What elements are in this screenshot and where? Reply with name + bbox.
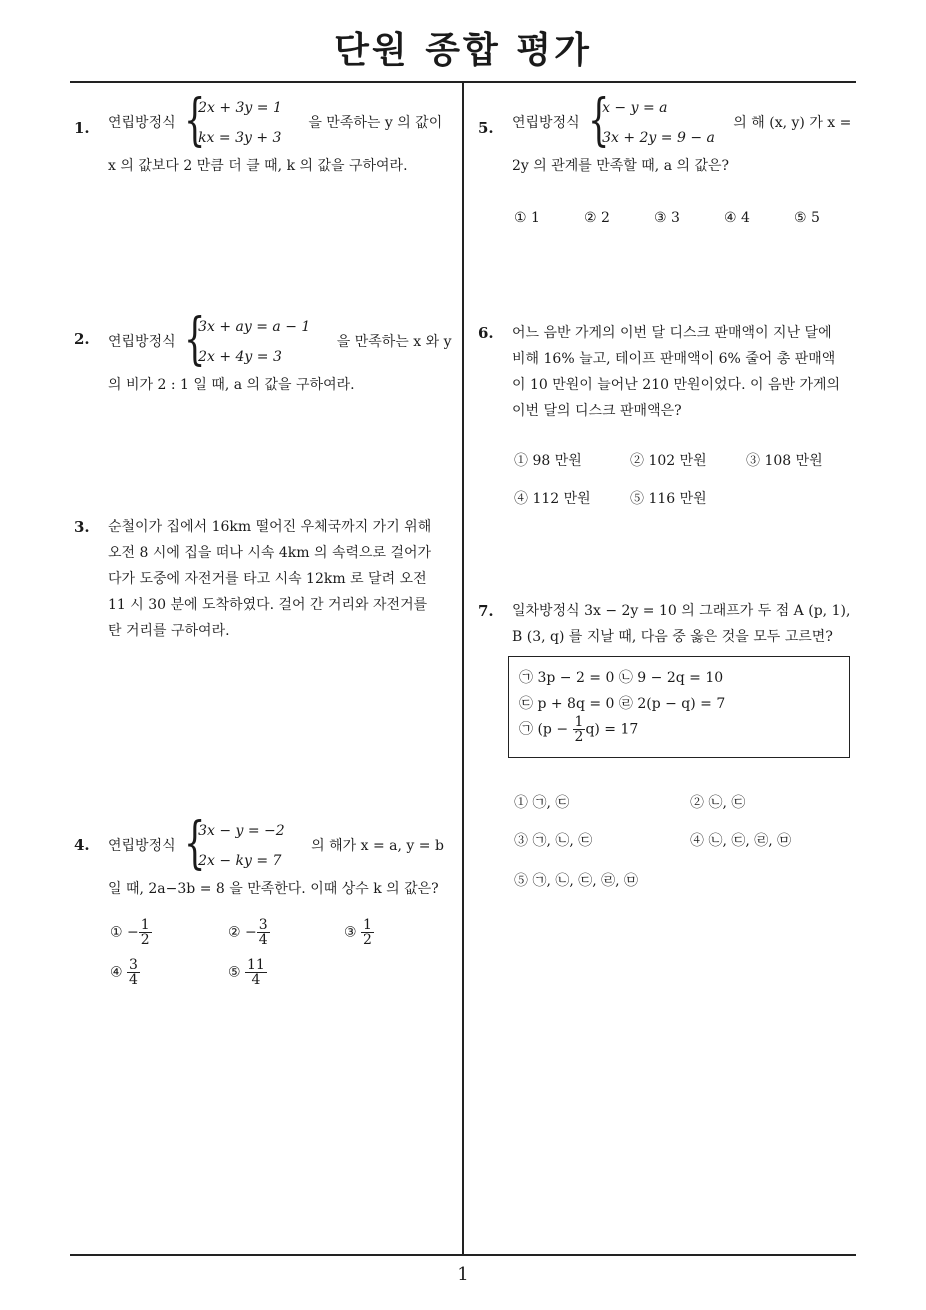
question-text: 오전 8 시에 집을 떠나 시속 4km 의 속력으로 걸어가 xyxy=(108,545,432,561)
question-3 xyxy=(74,514,458,644)
choice-option[interactable]: ① 1 xyxy=(514,210,540,226)
fraction xyxy=(573,715,586,744)
choice-mark: ③ xyxy=(344,924,357,941)
choice-option[interactable]: ③ ㉠, ㉡, ㉢ xyxy=(514,833,593,849)
denominator: 4 xyxy=(129,972,138,988)
numerator: 3 xyxy=(258,917,268,933)
question-text: 이번 달의 디스크 판매액은? xyxy=(512,403,682,419)
question-text: 비해 16% 늘고, 테이프 판매액이 6% 줄어 총 판매액 xyxy=(512,351,836,367)
denominator: 4 xyxy=(251,972,261,988)
choice-option[interactable]: ② ㉡, ㉢ xyxy=(690,795,746,811)
equation-system xyxy=(184,88,282,153)
question-number: 2. xyxy=(74,330,90,348)
equation: 3x + ay = a − 1 xyxy=(198,319,311,335)
equation: kx = 3y + 3 xyxy=(198,130,282,146)
fraction xyxy=(361,918,374,947)
condition-box xyxy=(508,656,850,758)
choice-option[interactable]: ⑤ 5 xyxy=(794,210,820,226)
numerator: 11 xyxy=(247,957,265,973)
page-title: 단원 종합 평가 xyxy=(334,30,592,71)
condition-text: ㉠ (p − xyxy=(519,721,569,738)
question-number: 6. xyxy=(478,324,494,342)
choice-sign: − xyxy=(127,924,139,941)
fraction xyxy=(245,958,267,987)
brace-icon: { xyxy=(184,811,206,876)
question-text: 일차방정식 3x − 2y = 10 의 그래프가 두 점 A (p, 1), xyxy=(512,603,851,619)
choice-option[interactable]: ② 2 xyxy=(584,210,610,226)
fraction xyxy=(127,958,140,987)
brace-icon: { xyxy=(184,88,206,153)
question-text: 을 만족하는 x 와 y xyxy=(336,334,452,350)
equation: x − y = a xyxy=(602,100,668,116)
choice-mark: ⑤ xyxy=(228,964,241,981)
equation-system xyxy=(184,307,311,372)
fraction xyxy=(139,918,152,947)
page-number: 1 xyxy=(457,1264,469,1285)
question-text: 어느 음반 가게의 이번 달 디스크 판매액이 지난 달에 xyxy=(512,325,832,341)
choice-option[interactable] xyxy=(228,918,270,947)
choice-option[interactable]: ① 98 만원 xyxy=(514,453,582,469)
condition-line xyxy=(519,715,638,744)
question-number: 1. xyxy=(74,119,90,137)
choice-option[interactable]: ⑤ ㉠, ㉡, ㉢, ㉣, ㉤ xyxy=(514,873,639,889)
choice-mark: ① xyxy=(110,924,123,941)
question-number: 3. xyxy=(74,518,90,536)
question-4 xyxy=(74,811,458,902)
fraction xyxy=(257,918,270,947)
equation: 2x + 4y = 3 xyxy=(198,349,282,365)
numerator: 1 xyxy=(574,714,584,730)
question-text: 의 비가 2 : 1 일 때, a 의 값을 구하여라. xyxy=(108,377,355,393)
choice-sign: − xyxy=(245,924,257,941)
question-text: 다가 도중에 자전거를 타고 시속 12km 로 달려 오전 xyxy=(108,571,427,587)
choice-option[interactable] xyxy=(228,958,267,987)
choice-option[interactable] xyxy=(110,918,152,947)
question-text: 11 시 30 분에 도착하였다. 걸어 간 거리와 자전거를 xyxy=(108,597,428,613)
question-text: 의 해 (x, y) 가 x = xyxy=(733,115,852,131)
question-number: 5. xyxy=(478,119,494,137)
question-2 xyxy=(74,307,458,398)
question-text: x 의 값보다 2 만큼 더 클 때, k 의 값을 구하여라. xyxy=(108,158,408,174)
question-text: 을 만족하는 y 의 값이 xyxy=(308,115,443,131)
choice-option[interactable]: ⑤ 116 만원 xyxy=(630,491,707,507)
bottom-rule xyxy=(70,1254,856,1256)
choice-option[interactable] xyxy=(344,918,374,947)
question-text: B (3, q) 를 지날 때, 다음 중 옳은 것을 모두 고르면? xyxy=(512,629,833,645)
question-text: 의 해가 x = a, y = b xyxy=(311,838,444,854)
denominator: 2 xyxy=(363,932,372,948)
question-text: 순철이가 집에서 16km 떨어진 우체국까지 가기 위해 xyxy=(108,519,432,535)
brace-icon: { xyxy=(588,88,610,153)
question-6 xyxy=(478,320,862,424)
choice-option[interactable]: ③ 3 xyxy=(654,210,680,226)
question-text: 이 10 만원이 늘어난 210 만원이었다. 이 음반 가게의 xyxy=(512,377,841,393)
question-5 xyxy=(478,88,862,179)
numerator: 1 xyxy=(140,917,150,933)
brace-icon: { xyxy=(184,307,206,372)
choice-option[interactable]: ③ 108 만원 xyxy=(746,453,823,469)
choice-mark: ④ xyxy=(110,964,123,981)
choice-option[interactable]: ④ 4 xyxy=(724,210,750,226)
equation: 3x + 2y = 9 − a xyxy=(602,130,715,146)
equation: 2x − ky = 7 xyxy=(198,853,282,869)
question-1 xyxy=(74,88,458,179)
question-text: 연립방정식 xyxy=(512,115,580,131)
choice-option[interactable]: ④ 112 만원 xyxy=(514,491,591,507)
question-number: 7. xyxy=(478,602,494,620)
question-text: 2y 의 관계를 만족할 때, a 의 값은? xyxy=(512,158,730,174)
equation-system xyxy=(588,88,715,153)
condition-line: ㉠ 3p − 2 = 0 ㉡ 9 − 2q = 10 xyxy=(519,670,724,686)
equation-system xyxy=(184,811,285,876)
choice-option[interactable] xyxy=(110,958,140,987)
question-7 xyxy=(478,598,862,650)
question-text: 탄 거리를 구하여라. xyxy=(108,623,230,639)
choice-option[interactable]: ① ㉠, ㉢ xyxy=(514,795,570,811)
choice-mark: ② xyxy=(228,924,241,941)
equation: 2x + 3y = 1 xyxy=(198,100,282,116)
denominator: 2 xyxy=(140,932,150,948)
question-text: 연립방정식 xyxy=(108,115,176,131)
condition-line: ㉢ p + 8q = 0 ㉣ 2(p − q) = 7 xyxy=(519,696,726,712)
numerator: 3 xyxy=(129,957,138,973)
choice-option[interactable]: ② 102 만원 xyxy=(630,453,707,469)
equation: 3x − y = −2 xyxy=(198,823,285,839)
denominator: 4 xyxy=(258,932,268,948)
question-text: 일 때, 2a−3b = 8 을 만족한다. 이때 상수 k 의 값은? xyxy=(108,881,439,897)
question-text: 연립방정식 xyxy=(108,334,176,350)
numerator: 1 xyxy=(363,917,372,933)
question-text: 연립방정식 xyxy=(108,838,176,854)
denominator: 2 xyxy=(574,729,584,745)
choice-option[interactable]: ④ ㉡, ㉢, ㉣, ㉤ xyxy=(690,833,792,849)
question-number: 4. xyxy=(74,836,90,854)
condition-text: q) = 17 xyxy=(585,721,639,738)
column-divider xyxy=(462,82,464,1255)
